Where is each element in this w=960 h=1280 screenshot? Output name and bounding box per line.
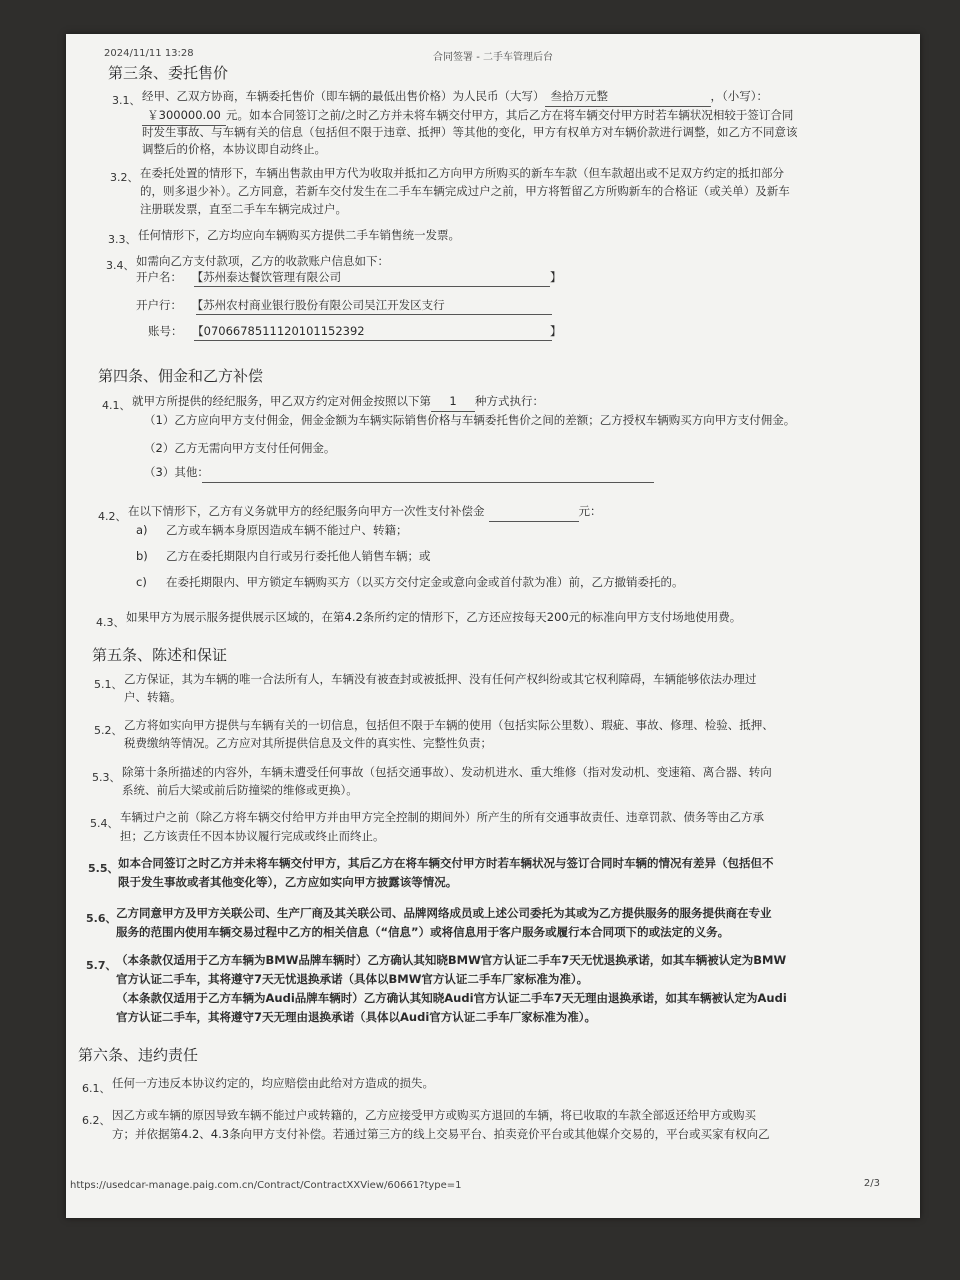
clause-5-4-line-1: 车辆过户之前（除乙方将车辆交付给甲方并由甲方完全控制的期间外）所产生的所有交通事故责任、违章罚款、债务等由乙方承: [120, 810, 764, 824]
page-number: 2/3: [863, 1178, 880, 1189]
clause-number: 5.3、: [92, 771, 121, 784]
clause-4-2-line-1: [128, 502, 602, 522]
clause-3-4-line-1: 如需向乙方支付款项，乙方的收款账户信息如下：: [136, 254, 389, 268]
commission-option-3: （3）其他：: [144, 465, 209, 479]
clause-3-3-line-1: 任何情形下，乙方均应向车辆购买方提供二手车销售统一发票。: [138, 228, 460, 242]
bracket-close: 】: [550, 324, 562, 338]
list-marker-a: a): [136, 523, 148, 537]
clause-number: 3.3、: [108, 233, 137, 246]
clause-5-2-line-2: 税费缴纳等情况。乙方应对其所提供信息及文件的真实性、完整性负责；: [124, 736, 492, 750]
bracket-open: 【: [191, 298, 204, 312]
account-number-label: 账号：: [148, 324, 183, 338]
account-name-underline: [194, 286, 550, 287]
article-3-title: 第三条、委托售价: [108, 64, 229, 82]
list-marker-c: c): [136, 575, 147, 589]
clause-number: 4.3、: [96, 616, 125, 629]
clause-text: ，（小写）：: [710, 89, 768, 103]
clause-4-2-item-c: 在委托期限内、甲方锁定车辆购买方（以买方交付定金或意向金或首付款为准）前，乙方撤销委托的。: [166, 575, 684, 589]
clause-text: 元：: [578, 504, 602, 518]
clause-number: 5.5、: [88, 862, 119, 875]
clause-number: 6.2、: [82, 1114, 111, 1127]
clause-5-5-line-2: 限于发生事故或者其他变化等），乙方应如实向甲方披露该等情况。: [118, 875, 458, 889]
clause-5-4-line-2: 担；乙方该责任不因本协议履行完成或终止而终止。: [120, 829, 385, 843]
clause-number: 5.2、: [94, 724, 123, 737]
clause-6-1-line-1: 任何一方违反本协议约定的，均应赔偿由此给对方造成的损失。: [112, 1076, 434, 1090]
clause-5-7-line-4: 官方认证二手车，其将遵守7天无理由退换承诺（具体以Audi官方认证二手车厂家标准为准）。: [116, 1010, 597, 1024]
clause-number: 5.1、: [94, 678, 123, 691]
clause-3-2-line-3: 注册联发票，直至二手车车辆完成过户。: [140, 202, 347, 216]
article-5-title: 第五条、陈述和保证: [92, 646, 228, 664]
clause-6-2-line-1: 因乙方或车辆的原因导致车辆不能过户或转籍的，乙方应接受甲方或购买方退回的车辆，将已收取的车款全部返还给甲方或购买: [112, 1108, 756, 1122]
clause-6-2-line-2: 方；并依据第4.2、4.3条向甲方支付补偿。若通过第三方的线上交易平台、拍卖竞价平台或其他媒介交易的，平台或买家有权向乙: [112, 1127, 770, 1141]
clause-5-3-line-2: 系统、前后大梁或前后防撞梁的维修或更换）。: [122, 783, 358, 797]
account-bank-label: 开户行：: [136, 298, 182, 312]
clause-number: 6.1、: [82, 1082, 111, 1095]
price-upper-field: 叁拾万元整: [545, 87, 711, 107]
clause-number: 5.7、: [86, 959, 117, 972]
clause-number: 3.1、: [112, 94, 141, 107]
list-marker-b: b): [136, 549, 148, 563]
article-6-title: 第六条、违约责任: [78, 1046, 199, 1064]
print-datetime: 2024/11/11 13:28: [104, 48, 194, 59]
commission-option-2: （2）乙方无需向甲方支付任何佣金。: [144, 441, 336, 455]
clause-number: 5.6、: [86, 912, 117, 925]
page-url: https://usedcar-manage.paig.com.cn/Contract/ContractXXView/60661?type=1: [70, 1180, 462, 1191]
account-bank-row: [136, 296, 445, 315]
clause-5-6-line-2: 服务的范围内使用车辆交易过程中乙方的相关信息（“信息”）或将信息用于客户服务或履行本合同项下的或法定的义务。: [116, 925, 730, 939]
account-name-label: 开户名：: [136, 270, 182, 284]
account-number-underline: [194, 340, 552, 341]
commission-method-field: 1: [431, 392, 475, 412]
clause-text: 种方式执行：: [475, 394, 544, 408]
account-bank-underline: [196, 314, 552, 315]
account-name-value: 苏州泰达餐饮管理有限公司: [203, 270, 342, 284]
clause-5-1-line-2: 户、转籍。: [124, 690, 182, 704]
bracket-open: 【: [192, 324, 204, 338]
clause-3-1-line-3: 时发生事故、与车辆有关的信息（包括但不限于违章、抵押）等其他的变化，甲方有权单方对车辆价款进行调整，如乙方不同意该: [142, 125, 798, 139]
article-4-title: 第四条、佣金和乙方补偿: [98, 367, 264, 385]
clause-5-2-line-1: 乙方将如实向甲方提供与车辆有关的一切信息，包括但不限于车辆的使用（包括实际公里数）、瑕疵、事故、修理、检验、抵押、: [124, 718, 774, 732]
clause-number: 4.1、: [102, 399, 131, 412]
clause-5-7-line-3: （本条款仅适用于乙方车辆为Audi品牌车辆时）乙方确认其知晓Audi官方认证二手车7天无理由退换承诺，如其车辆被认定为Audi: [116, 991, 787, 1005]
clause-5-7-line-2: 官方认证二手车，其将遵守7天无忧退换承诺（具体以BMW官方认证二手车厂家标准为准）。: [116, 972, 589, 986]
account-number-row: [148, 322, 365, 341]
clause-text: 经甲、乙双方协商，车辆委托售价（即车辆的最低出售价格）为人民币（大写）: [142, 89, 545, 103]
clause-5-1-line-1: 乙方保证，其为车辆的唯一合法所有人，车辆没有被查封或被抵押、没有任何产权纠纷或其它权利障碍，车辆能够依法办理过: [124, 672, 757, 686]
print-title: 合同签署 - 二手车管理后台: [433, 52, 553, 63]
bracket-close: 】: [550, 270, 562, 284]
clause-text: 在以下情形下，乙方有义务就甲方的经纪服务向甲方一次性支付补偿金: [128, 504, 485, 518]
clause-3-2-line-2: 的，则多退少补）。乙方同意，若新车交付发生在二手车车辆完成过户之前，甲方将暂留乙方所购新车的合格证（或关单）及新车: [140, 184, 790, 198]
clause-5-7-line-1: （本条款仅适用于乙方车辆为BMW品牌车辆时）乙方确认其知晓BMW官方认证二手车7天无忧退换承诺，如其车辆被认定为BMW: [116, 953, 787, 967]
clause-text: 元。如本合同签订之前/之时乙方并未将车辆交付甲方，其后乙方在将车辆交付甲方时若车辆状况相较于签订合同: [226, 108, 794, 122]
commission-option-1: （1）乙方应向甲方支付佣金，佣金金额为车辆实际销售价格与车辆委托售价之间的差额；乙方授权车辆购买方向甲方支付佣金。: [144, 413, 796, 427]
contract-page: [66, 34, 920, 1218]
clause-5-5-line-1: 如本合同签订之时乙方并未将车辆交付甲方，其后乙方在将车辆交付甲方时若车辆状况与签订合同时车辆的情况有差异（包括但不: [118, 856, 774, 870]
clause-3-1-line-1: [142, 87, 768, 107]
clause-3-2-line-1: 在委托处置的情形下，车辆出售款由甲方代为收取并抵扣乙方向甲方所购买的新车车款（但车款超出或不足双方约定的抵扣部分: [140, 166, 784, 180]
account-name-row: [136, 268, 341, 287]
clause-4-2-item-b: 乙方在委托期限内自行或另行委托他人销售车辆；或: [166, 549, 431, 563]
clause-4-1-line-1: [132, 392, 544, 412]
clause-5-6-line-1: 乙方同意甲方及甲方关联公司、生产厂商及其关联公司、品牌网络成员或上述公司委托为其或为乙方提供服务的服务提供商在专业: [116, 906, 772, 920]
clause-3-1-line-4: 调整后的价格，本协议即自动终止。: [142, 142, 326, 156]
clause-number: 3.4、: [106, 259, 135, 272]
clause-4-3-line-1: 如果甲方为展示服务提供展示区域的，在第4.2条所约定的情形下，乙方还应按每天200元的标准向甲方支付场地使用费。: [126, 610, 742, 624]
clause-4-2-item-a: 乙方或车辆本身原因造成车辆不能过户、转籍；: [166, 523, 408, 537]
other-option-blank: [202, 482, 654, 483]
account-number-value: 0706678511120101152392: [203, 324, 365, 338]
account-bank-value: 苏州农村商业银行股份有限公司吴江开发区支行: [203, 298, 445, 312]
clause-text: 就甲方所提供的经纪服务，甲乙双方约定对佣金按照以下第: [132, 394, 431, 408]
clause-number: 5.4、: [90, 817, 119, 830]
price-lower-field: ￥300000.00: [142, 106, 226, 126]
clause-number: 3.2、: [110, 171, 139, 184]
bracket-open: 【: [191, 270, 204, 284]
clause-5-3-line-1: 除第十条所描述的内容外，车辆未遭受任何事故（包括交通事故）、发动机进水、重大维修（指对发动机、变速箱、离合器、转向: [122, 765, 772, 779]
clause-number: 4.2、: [98, 510, 127, 523]
